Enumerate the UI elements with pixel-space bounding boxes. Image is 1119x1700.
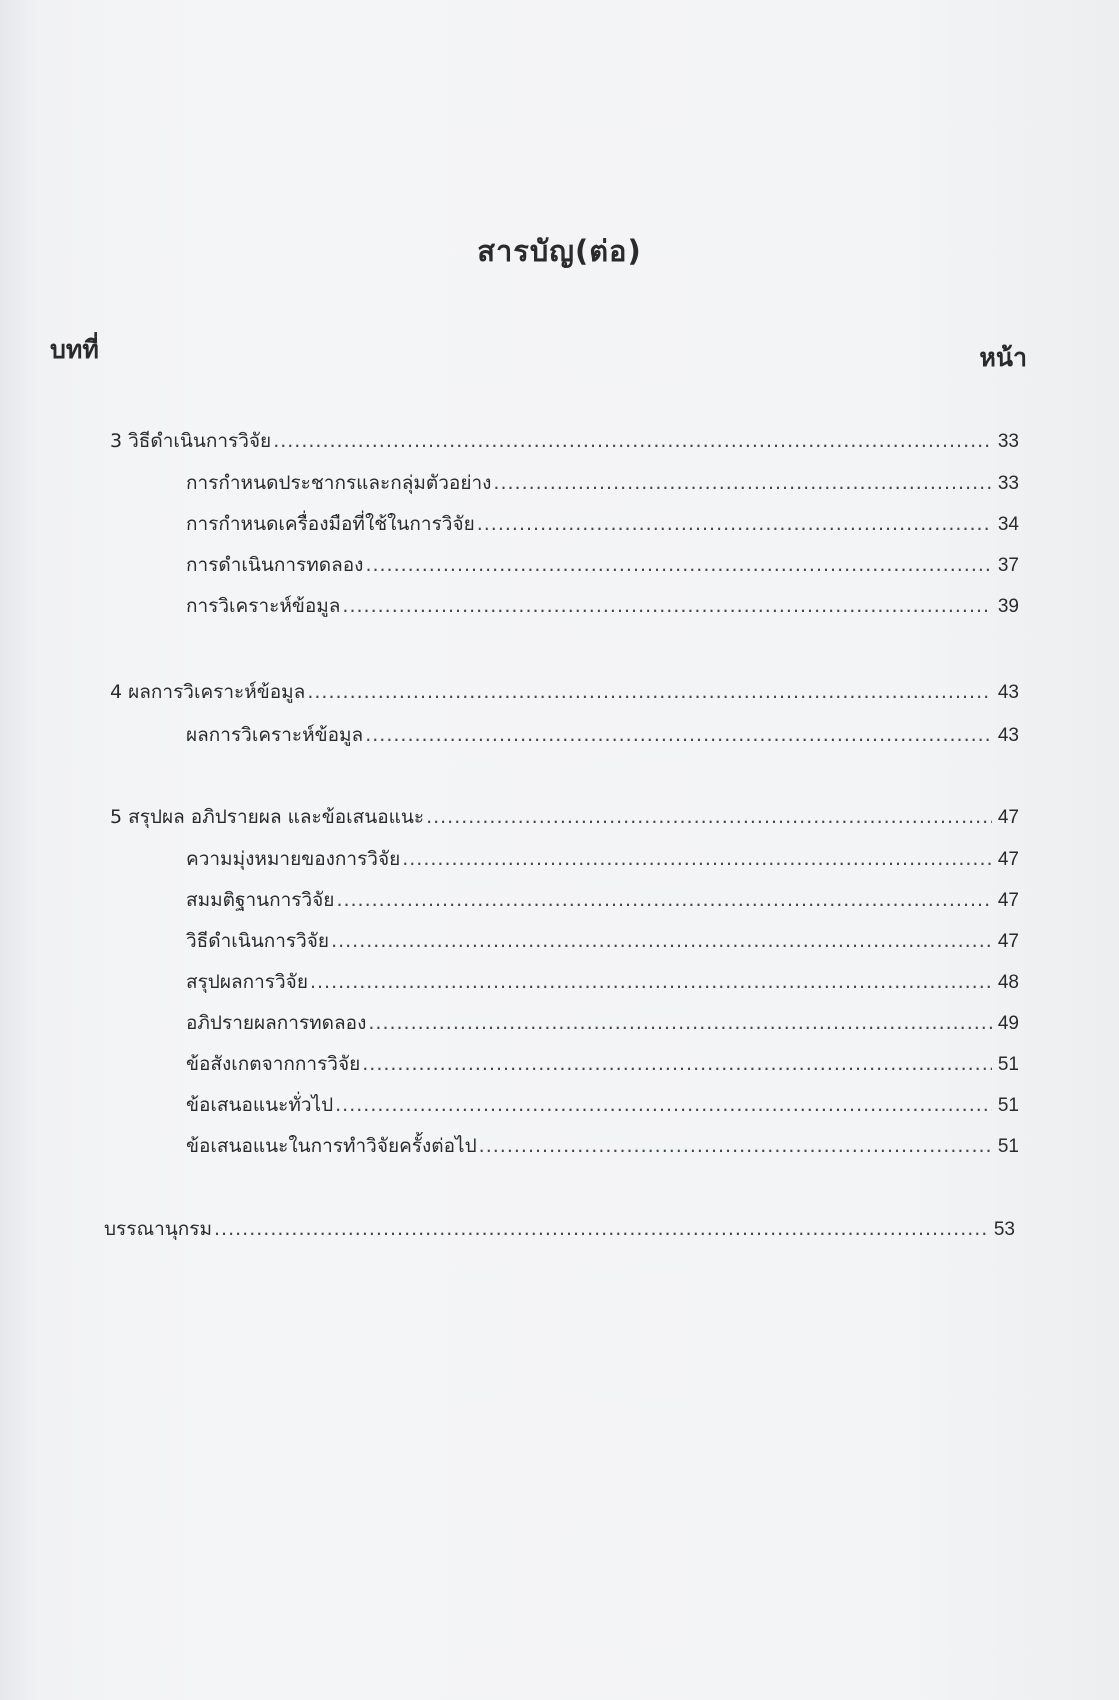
toc-entry-label: การกำหนดเครื่องมือที่ใช้ในการวิจัย: [186, 513, 475, 535]
toc-entry: [186, 470, 1019, 497]
toc-entry: [186, 593, 1019, 620]
toc-entry-page: 51: [997, 1136, 1019, 1157]
toc-entry-label: บรรณานุกรม: [104, 1218, 212, 1240]
toc-leader-dots: [335, 1092, 992, 1118]
toc-leader-dots: [331, 928, 992, 954]
toc-leader-dots: [310, 969, 992, 995]
toc-entry: [186, 1092, 1019, 1119]
toc-entry-page: 34: [997, 514, 1019, 535]
toc-entry-page: 47: [997, 931, 1019, 952]
toc-entry-page: 48: [997, 972, 1019, 993]
toc-entry-label: การดำเนินการทดลอง: [186, 554, 364, 576]
toc-entry: [186, 1133, 1019, 1160]
toc-entry-page: 43: [997, 682, 1019, 703]
toc-entry-label: 3 วิธีดำเนินการวิจัย: [110, 430, 272, 452]
toc-entry-label: อภิปรายผลการทดลอง: [186, 1012, 367, 1034]
toc-entry-page: 39: [997, 596, 1019, 617]
toc-entry-page: 43: [997, 725, 1019, 746]
toc-entry-chapter-3: [110, 428, 1019, 455]
toc-entry-chapter-5: [110, 804, 1019, 831]
toc-leader-dots: [477, 511, 992, 537]
toc-entry-chapter-4: [110, 679, 1019, 706]
toc-leader-dots: [402, 846, 992, 872]
toc-leader-dots: [362, 1051, 992, 1077]
toc-leader-dots: [336, 887, 991, 913]
toc-leader-dots: [368, 1010, 992, 1036]
toc-leader-dots: [365, 552, 991, 578]
toc-entry-page: 37: [997, 555, 1019, 576]
toc-entry: [186, 846, 1019, 873]
toc-leader-dots: [479, 1133, 992, 1159]
page-column-header: หน้า: [979, 343, 1027, 372]
toc-entry-label: วิธีดำเนินการวิจัย: [186, 930, 330, 952]
toc-entry-page: 33: [997, 473, 1019, 494]
toc-leader-dots: [365, 722, 992, 748]
toc-leader-dots: [493, 470, 991, 496]
toc-entry-page: 47: [997, 890, 1019, 911]
toc-entry-label: การกำหนดประชากรและกลุ่มตัวอย่าง: [186, 472, 492, 494]
toc-entry-page: 47: [997, 849, 1019, 870]
toc-entry: [186, 887, 1019, 914]
toc-entry-label: ข้อเสนอแนะทั่วไป: [186, 1094, 334, 1116]
toc-entry-label: 4 ผลการวิเคราะห์ข้อมูล: [110, 681, 306, 703]
toc-entry-page: 47: [997, 807, 1019, 828]
toc-entry: [186, 511, 1019, 538]
toc-entry-page: 49: [997, 1013, 1019, 1034]
toc-entry-page: 53: [993, 1219, 1015, 1240]
toc-entry-label: ข้อสังเกตจากการวิจัย: [186, 1053, 361, 1075]
toc-entry-label: สมมติฐานการวิจัย: [186, 889, 335, 911]
chapter-column-header: บทที่: [50, 335, 99, 364]
toc-entry-label: ผลการวิเคราะห์ข้อมูล: [186, 724, 364, 746]
toc-entry-label: 5 สรุปผล อภิปรายผล และข้อเสนอแนะ: [110, 806, 425, 828]
toc-entry: [186, 722, 1019, 749]
toc-leader-dots: [342, 593, 991, 619]
toc-leader-dots: [426, 804, 992, 830]
toc-entry-page: 33: [997, 431, 1019, 452]
toc-leader-dots: [307, 679, 992, 705]
toc-entry-label: การวิเคราะห์ข้อมูล: [186, 595, 341, 617]
toc-entry: [186, 552, 1019, 579]
toc-leader-dots: [273, 428, 992, 454]
toc-entry-bibliography: [104, 1216, 1015, 1243]
page-title: สารบัญ(ต่อ): [477, 234, 642, 268]
toc-entry: [186, 1010, 1019, 1037]
toc-entry-page: 51: [997, 1095, 1019, 1116]
toc-entry-label: ความมุ่งหมายของการวิจัย: [186, 848, 401, 870]
toc-entry-label: ข้อเสนอแนะในการทำวิจัยครั้งต่อไป: [186, 1135, 477, 1157]
toc-entry-page: 51: [997, 1054, 1019, 1075]
toc-leader-dots: [214, 1216, 988, 1242]
toc-entry: [186, 969, 1019, 996]
toc-entry: [186, 1051, 1019, 1078]
toc-entry: [186, 928, 1019, 955]
toc-entry-label: สรุปผลการวิจัย: [186, 971, 308, 993]
